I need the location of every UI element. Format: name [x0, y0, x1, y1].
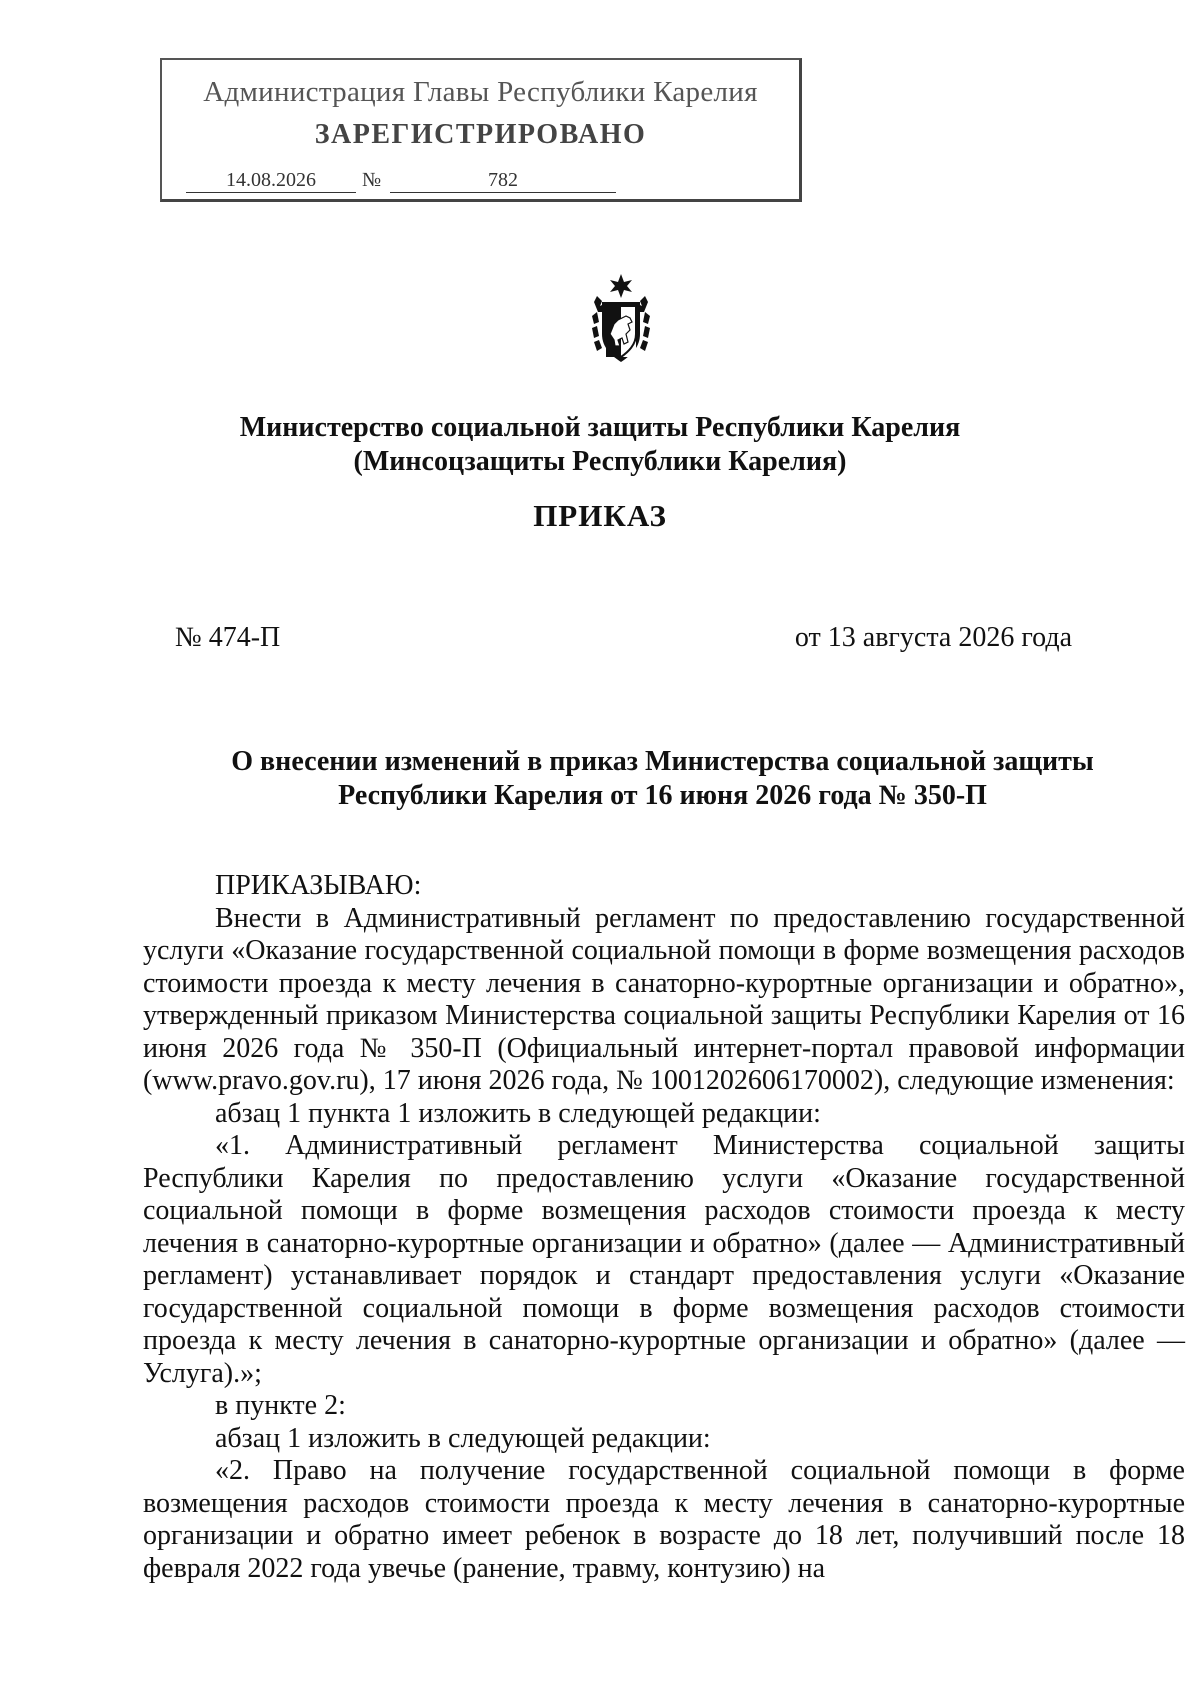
karelia-coat-of-arms-icon	[588, 272, 654, 366]
paragraph: в пункте 2:	[215, 1390, 346, 1421]
ministry-short-name: (Минсоцзащиты Республики Карелия)	[353, 446, 847, 477]
subject-line-2: Республики Карелия от 16 июня 2026 года № 350-П	[338, 780, 987, 811]
registration-stamp	[160, 58, 802, 202]
document-type: ПРИКАЗ	[533, 498, 667, 533]
stamp-number: 782	[390, 168, 616, 193]
ministry-name: Министерство социальной защиты Республики Карелия	[239, 412, 961, 443]
paragraph: «1. Административный регламент Министерства социальной защиты Республики Карелия по предоставлению услуги «Оказание государственной социальной помощи в форме возмещения расходов стоимости проезда к месту лечения в санаторно-курортные организации и обратно» (далее — Административный регламент) устанавливает порядок и стандарт предоставления услуги «Оказание государственной социальной помощи в форме возмещения расходов стоимости проезда к месту лечения в санаторно-курортные организации и обратно» (далее — Услуга).»;	[143, 1130, 1185, 1389]
paragraph: абзац 1 пункта 1 изложить в следующей редакции:	[215, 1097, 821, 1129]
order-date: от 13 августа 2026 года	[794, 622, 1072, 653]
order-number: № 474-П	[175, 622, 281, 653]
stamp-number-sign: №	[362, 169, 382, 191]
order-directive: ПРИКАЗЫВАЮ:	[215, 870, 422, 901]
paragraph: «2. Право на получение государственной социальной помощи в форме возмещения расходов стоимости проезда к месту лечения в санаторно-курортные организации и обратно имеет ребенок в возрасте до 18 лет, получивший после 18 февраля 2022 года увечье (ранение, травму, контузию) на	[143, 1455, 1185, 1584]
subject-line-1: О внесении изменений в приказ Министерства социальной защиты	[231, 746, 1094, 777]
stamp-organization: Администрация Главы Республики Карелия	[203, 76, 758, 108]
stamp-date: 14.08.2026	[186, 168, 356, 193]
document-body	[143, 870, 1185, 1585]
paragraph: Внести в Административный регламент по предоставлению государственной услуги «Оказание государственной социальной помощи в форме возмещения расходов стоимости проезда к месту лечения в санаторно-курортные организации и обратно», утвержденный приказом Министерства социальной защиты Республики Карелия от 16 июня 2026 года № 350-П (Официальный интернет-портал правовой информации (www.pravo.gov.ru), 17 июня 2026 года, № 1001202606170002), следующие изменения:	[143, 902, 1185, 1096]
stamp-status: ЗАРЕГИСТРИРОВАНО	[314, 119, 647, 150]
paragraph: абзац 1 изложить в следующей редакции:	[215, 1422, 711, 1454]
